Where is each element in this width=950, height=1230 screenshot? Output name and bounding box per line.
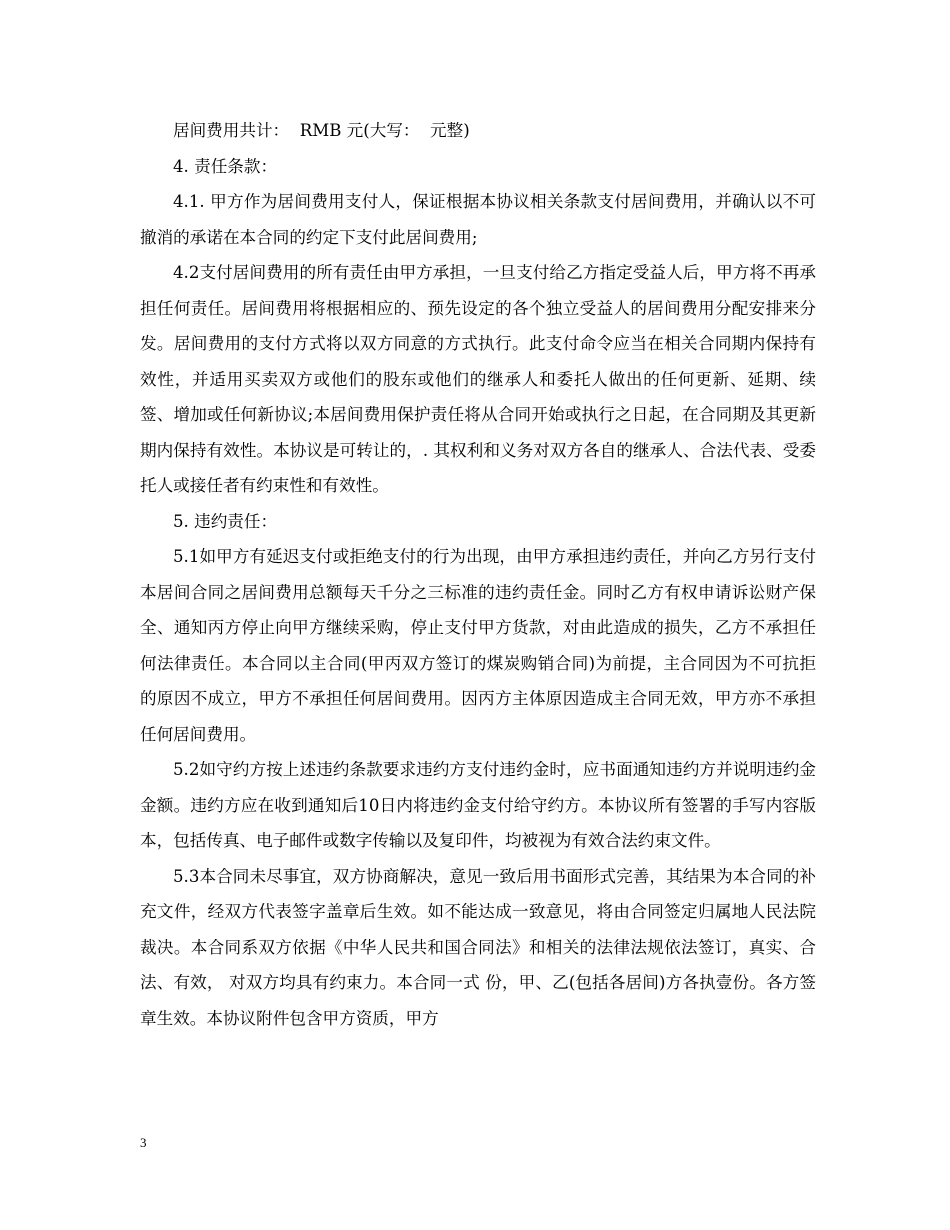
clause-5-2: 5.2如守约方按上述违约条款要求违约方支付违约金时，应书面通知违约方并说明违约金金额。违约方应在收到通知后10日内将违约金支付给守约方。本协议所有签署的手写内容版本，包括传真、电子邮件或数字传输以及复印件，均被视为有效合法约束文件。 [140, 760, 816, 850]
fee-total-line: 居间费用共计： RMB 元(大写： 元整) [173, 121, 470, 140]
clause-5-3: 5.3本合同未尽事宜，双方协商解决，意见一致后用书面形式完善，其结果为本合同的补充文件，经双方代表签字盖章后生效。如不能达成一致意见，将由合同签定归属地人民法院裁决。本合同系双方依据《中华人民共和国合同法》和相关的法律法规依法签订，真实、合法、有效， 对双方均具有约束力。本合同一式 份，甲、乙(包括各居间)方各执壹份。各方签章生效。本协议附件包含甲方资质，甲方 [140, 866, 816, 1028]
section-heading-breach: 5. 违约责任： [173, 511, 278, 531]
clause-4-1: 4.1. 甲方作为居间费用支付人，保证根据本协议相关条款支付居间费用，并确认以不可撤消的承诺在本合同的约定下支付此居间费用; [140, 192, 816, 247]
document-body [140, 113, 816, 1036]
clause-4-2: 4.2支付居间费用的所有责任由甲方承担，一旦支付给乙方指定受益人后，甲方将不再承担任何责任。居间费用将根据相应的、预先设定的各个独立受益人的居间费用分配安排来分发。居间费用的支付方式将以双方同意的方式执行。此支付命令应当在相关合同期内保持有效性，并适用买卖双方或他们的股东或他们的继承人和委托人做出的任何更新、延期、续签、增加或任何新协议;本居间费用保护责任将从合同开始或执行之日起，在合同期及其更新期内保持有效性。本协议是可转让的，. 其权利和义务对双方各自的继承人、合法代表、受委托人或接任者有约束性和有效性。 [140, 263, 816, 495]
section-heading-liability: 4. 责任条款： [173, 156, 278, 176]
clause-5-1: 5.1如甲方有延迟支付或拒绝支付的行为出现，由甲方承担违约责任，并向乙方另行支付本居间合同之居间费用总额每天千分之三标准的违约责任金。同时乙方有权申请诉讼财产保全、通知丙方停止向甲方继续采购，停止支付甲方货款，对由此造成的损失，乙方不承担任何法律责任。本合同以主合同(甲丙双方签订的煤炭购销合同)为前提，主合同因为不可抗拒的原因不成立，甲方不承担任何居间费用。因丙方主体原因造成主合同无效，甲方亦不承担任何居间费用。 [140, 547, 816, 744]
page-number: 3 [140, 1135, 147, 1150]
